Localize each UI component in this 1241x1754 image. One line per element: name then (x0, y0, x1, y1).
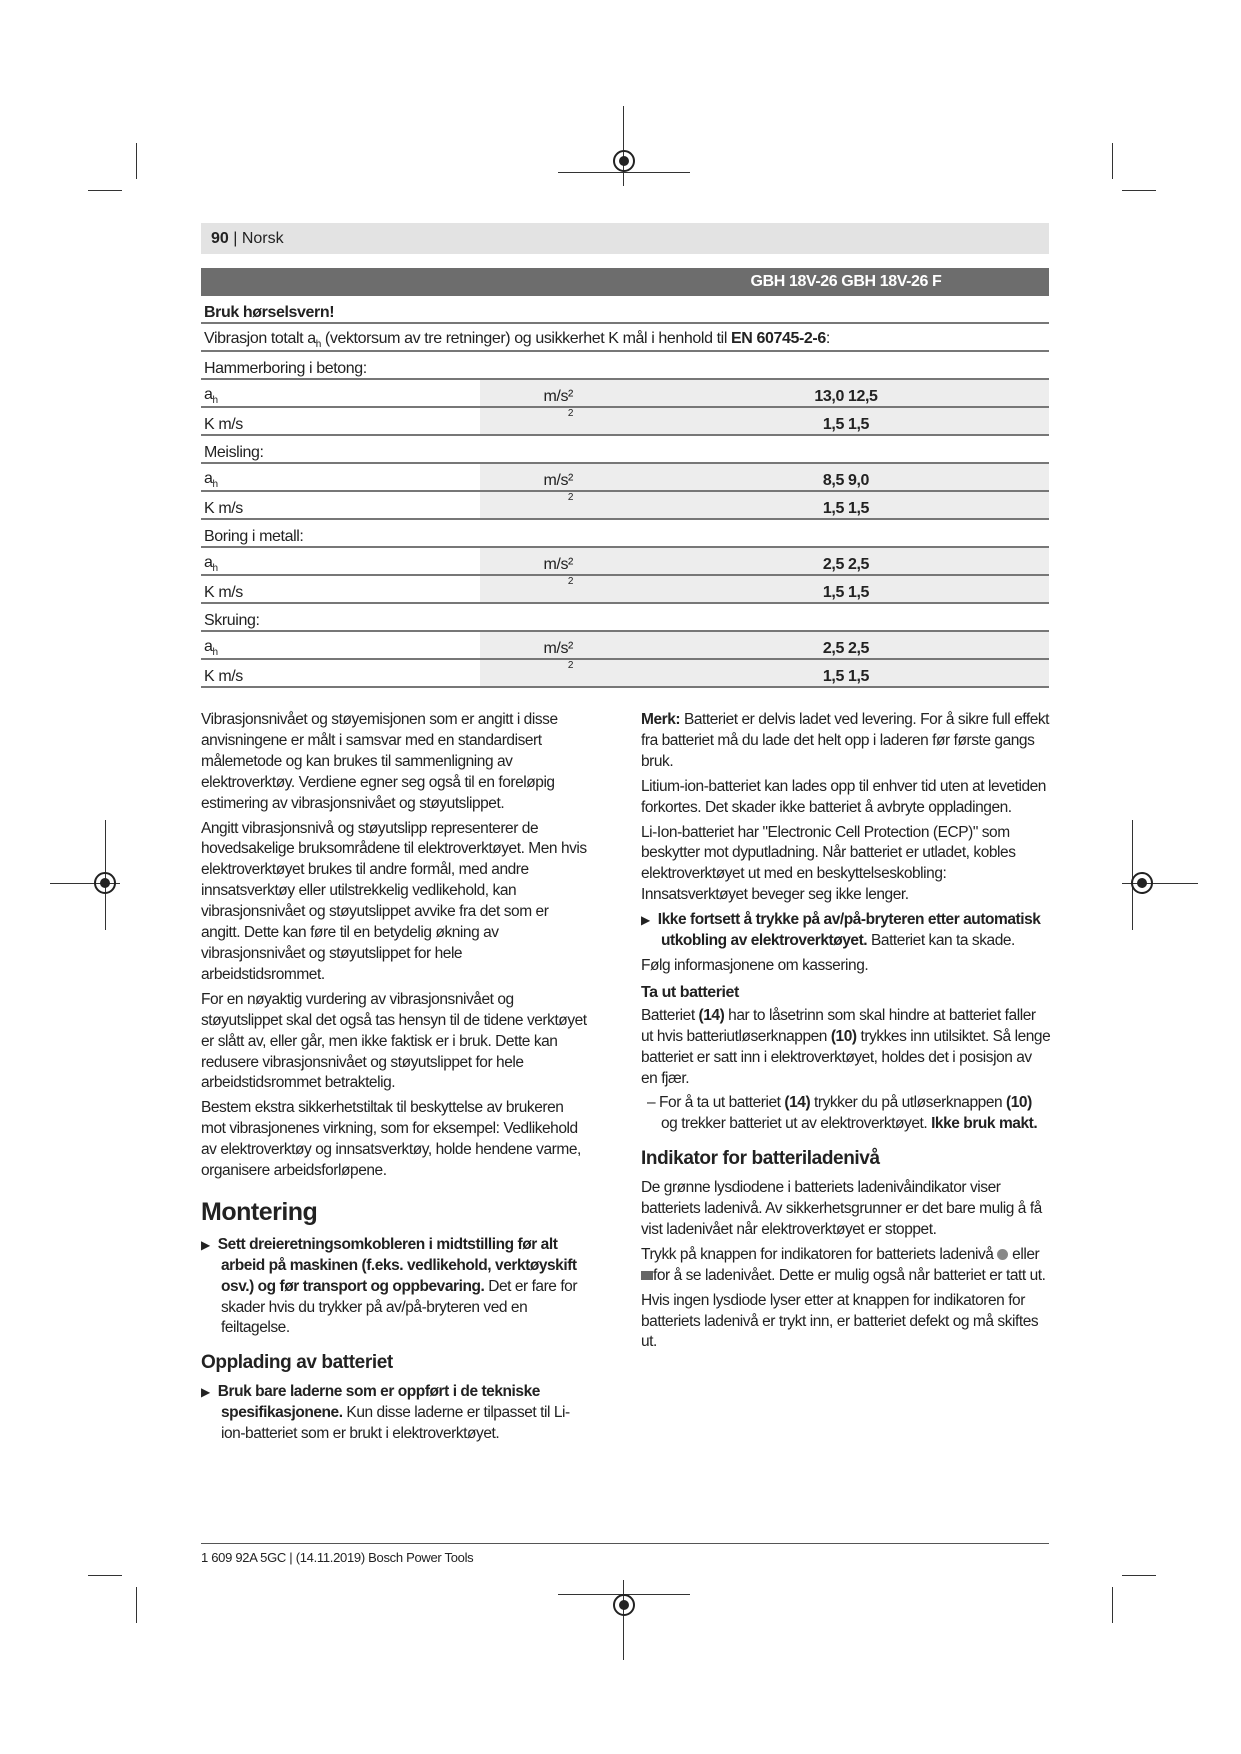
ah-label: $a_h$ (201, 379, 480, 407)
table-row (201, 659, 1049, 687)
registration-mark-icon (1131, 872, 1153, 894)
paragraph: De grønne lysdiodene i batteriets ladenivåindikator viser batteriets ladenivå. Av sikkerhetsgrunner er det bare mulig å få vist ladenivået når elektroverktøyet er stoppet. (641, 1179, 1042, 1238)
registration-mark-icon (94, 872, 116, 894)
paragraph: For en nøyaktig vurdering av vibrasjonsnivået og støyutslippet skal det også tas hensyn til de tidene verktøyet er slått av, eller går, men ikke faktisk er i bruk. Dette kan redusere vibrasjonsnivået og støyutslippet for hele arbeidstidsrommet betraktelig. (201, 990, 587, 1092)
battery-button-icon (641, 1271, 653, 1280)
table-intro: Vibrasjon totalt $a_h$ (vektorsum av tre retninger) og usikkerhet K mål i henhold til EN 60745-2-6: (201, 323, 1049, 351)
k-label: K m/s (201, 659, 480, 687)
crop-mark (1122, 1575, 1156, 1576)
k-label: K m/s (201, 407, 480, 435)
safety-bullet: ▶ Sett dreieretningsomkobleren i midtstilling før alt arbeid på maskinen (f.eks. vedlikehold, verktøyskift osv.) og før transport og oppbevaring. Det er fare for skader hvis du trykker på av/på-bryteren ved en feiltagelse. (201, 1235, 587, 1340)
table-row (201, 463, 1049, 491)
table-row (201, 631, 1049, 659)
k-label: K m/s (201, 491, 480, 519)
paragraph: Batteriet (14) har to låsetrinn som skal hindre at batteriet faller ut hvis batteriutløserknappen (10) trykkes inn utilsiktet. Så lenge batteriet er satt inn i elektroverktøyet, holdes det i posisjon av en fjær. (641, 1006, 1051, 1087)
right-column (641, 710, 1051, 1357)
unit-cell: m/s² (480, 379, 643, 407)
ah-label: $a_h$ (201, 463, 480, 491)
safety-bullet: ▶ Bruk bare laderne som er oppført i de tekniske spesifikasjonene. Kun disse laderne er tilpasset til Li-ion-batteriet som er brukt i elektroverktøyet. (201, 1382, 587, 1445)
heading-montering: Montering (201, 1197, 318, 1226)
page-number: 90 (211, 230, 229, 247)
section-row (201, 603, 1049, 631)
paragraph: Litium-ion-batteriet kan lades opp til enhver tid uten at levetiden forkortes. Det skader ikke batteriet å avbryte oppladingen. (641, 777, 1046, 816)
value-cell: 1,5 1,5 (643, 407, 1049, 435)
heading-ta-ut-batteriet: Ta ut batteriet (641, 983, 739, 1001)
note-paragraph: Merk: Batteriet er delvis ladet ved levering. For å sikre full effekt fra batteriet må du lade det helt opp i laderen før første gangs bruk. (641, 711, 1050, 770)
unit-cell: 2 (480, 491, 643, 519)
value-cell: 8,5 9,0 (643, 463, 1049, 491)
crop-mark (136, 1587, 137, 1623)
registration-mark-icon (613, 1594, 635, 1616)
heading-indikator: Indikator for batteriladenivå (641, 1148, 880, 1170)
paragraph: Bestem ekstra sikkerhetstiltak til beskyttelse av brukeren mot vibrasjonenes virkning, som for eksempel: Vedlikehold av elektroverktøy og innsatsverktøy, holde hendene varme, organisere arbeidsforløpene. (201, 1099, 581, 1180)
crop-mark (1122, 190, 1156, 191)
page-header: 90 | Norsk (201, 223, 1049, 254)
crop-mark (623, 106, 624, 186)
ah-label: $a_h$ (201, 631, 480, 659)
value-cell: 13,0 12,5 (643, 379, 1049, 407)
unit-cell: m/s² (480, 547, 643, 575)
crop-mark (88, 1575, 122, 1576)
language-label: Norsk (241, 230, 284, 247)
hearing-warning: Bruk hørselsvern! (201, 296, 1049, 323)
crop-mark (88, 190, 122, 191)
unit-cell: 2 (480, 575, 643, 603)
value-cell: 2,5 2,5 (643, 547, 1049, 575)
paragraph: Hvis ingen lysdiode lyser etter at knappen for indikatoren for batteriets ladenivå er trykt inn, er batteriet defekt og må skiftes ut. (641, 1291, 1039, 1351)
section-title: Boring i metall: (201, 519, 1049, 547)
unit-cell: 2 (480, 407, 643, 435)
crop-mark (1112, 143, 1113, 179)
value-cell: 1,5 1,5 (643, 575, 1049, 603)
ah-label: $a_h$ (201, 547, 480, 575)
value-cell: 1,5 1,5 (643, 659, 1049, 687)
section-title: Skruing: (201, 603, 1049, 631)
value-cell: 1,5 1,5 (643, 491, 1049, 519)
crop-mark (623, 1580, 624, 1660)
instruction-step: – For å ta ut batteriet (14) trykker du på utløserknappen (10) og trekker batteriet ut av elektroverktøyet. Ikke bruk makt. (647, 1094, 1038, 1133)
paragraph: Li-Ion-batteriet har "Electronic Cell Protection (ECP)" som beskytter mot dyputladning. Når batteriet er utladet, kobles elektroverktøyet ut med en beskyttelseskobling: Innsatsverktøyet beveger seg ikke lenger. (641, 823, 1016, 904)
model-header: GBH 18V-26 GBH 18V-26 F (643, 268, 1049, 296)
unit-cell: m/s² (480, 631, 643, 659)
crop-mark (1112, 1587, 1113, 1623)
value-cell: 2,5 2,5 (643, 631, 1049, 659)
k-label: K m/s (201, 575, 480, 603)
paragraph: Vibrasjonsnivået og støyemisjonen som er angitt i disse anvisningene er målt i samsvar med en standardisert målemetode og kan brukes til sammenligning av elektroverktøy. Verdiene egner seg også til en foreløpig estimering av vibrasjonsnivået og støyutslippet. (201, 711, 558, 812)
table-row (201, 379, 1049, 407)
section-title: Meisling: (201, 435, 1049, 463)
left-column (201, 710, 587, 1449)
vibration-table (201, 268, 1049, 688)
safety-bullet: ▶ Ikke fortsett å trykke på av/på-bryteren etter automatisk utkobling av elektroverktøyet. Batteriet kan ta skade. (641, 910, 1051, 952)
unit-cell: m/s² (480, 463, 643, 491)
crop-mark (136, 143, 137, 179)
page-footer: 1 609 92A 5GC | (14.11.2019) Bosch Power Tools (201, 1543, 1049, 1565)
paragraph: Angitt vibrasjonsnivå og støyutslipp representerer de hovedsakelige bruksområdene til elektroverktøyet. Men hvis elektroverktøyet brukes til andre formål, med andre innsatsverktøy eller utilstrekkelig vedlikehold, kan vibrasjonsnivået og støyutslippet avvike fra det som er angitt. Dette kan føre til en betydelig økning av vibrasjonsnivået og støyutslippet for hele arbeidstidsrommet. (201, 819, 587, 983)
section-row (201, 435, 1049, 463)
crop-mark (558, 172, 690, 173)
registration-mark-icon (613, 150, 635, 172)
on-button-icon (997, 1249, 1008, 1260)
section-row (201, 519, 1049, 547)
paragraph: Følg informasjonene om kassering. (641, 956, 869, 974)
section-title: Hammerboring i betong: (201, 351, 1049, 379)
table-row (201, 547, 1049, 575)
unit-cell: 2 (480, 659, 643, 687)
table-row (201, 575, 1049, 603)
heading-opplading: Opplading av batteriet (201, 1352, 393, 1374)
table-row (201, 491, 1049, 519)
section-row (201, 351, 1049, 379)
table-row (201, 407, 1049, 435)
paragraph: Trykk på knappen for indikatoren for batteriets ladenivå eller for å se ladenivået. Dette er mulig også når batteriet er tatt ut. (641, 1245, 1046, 1284)
